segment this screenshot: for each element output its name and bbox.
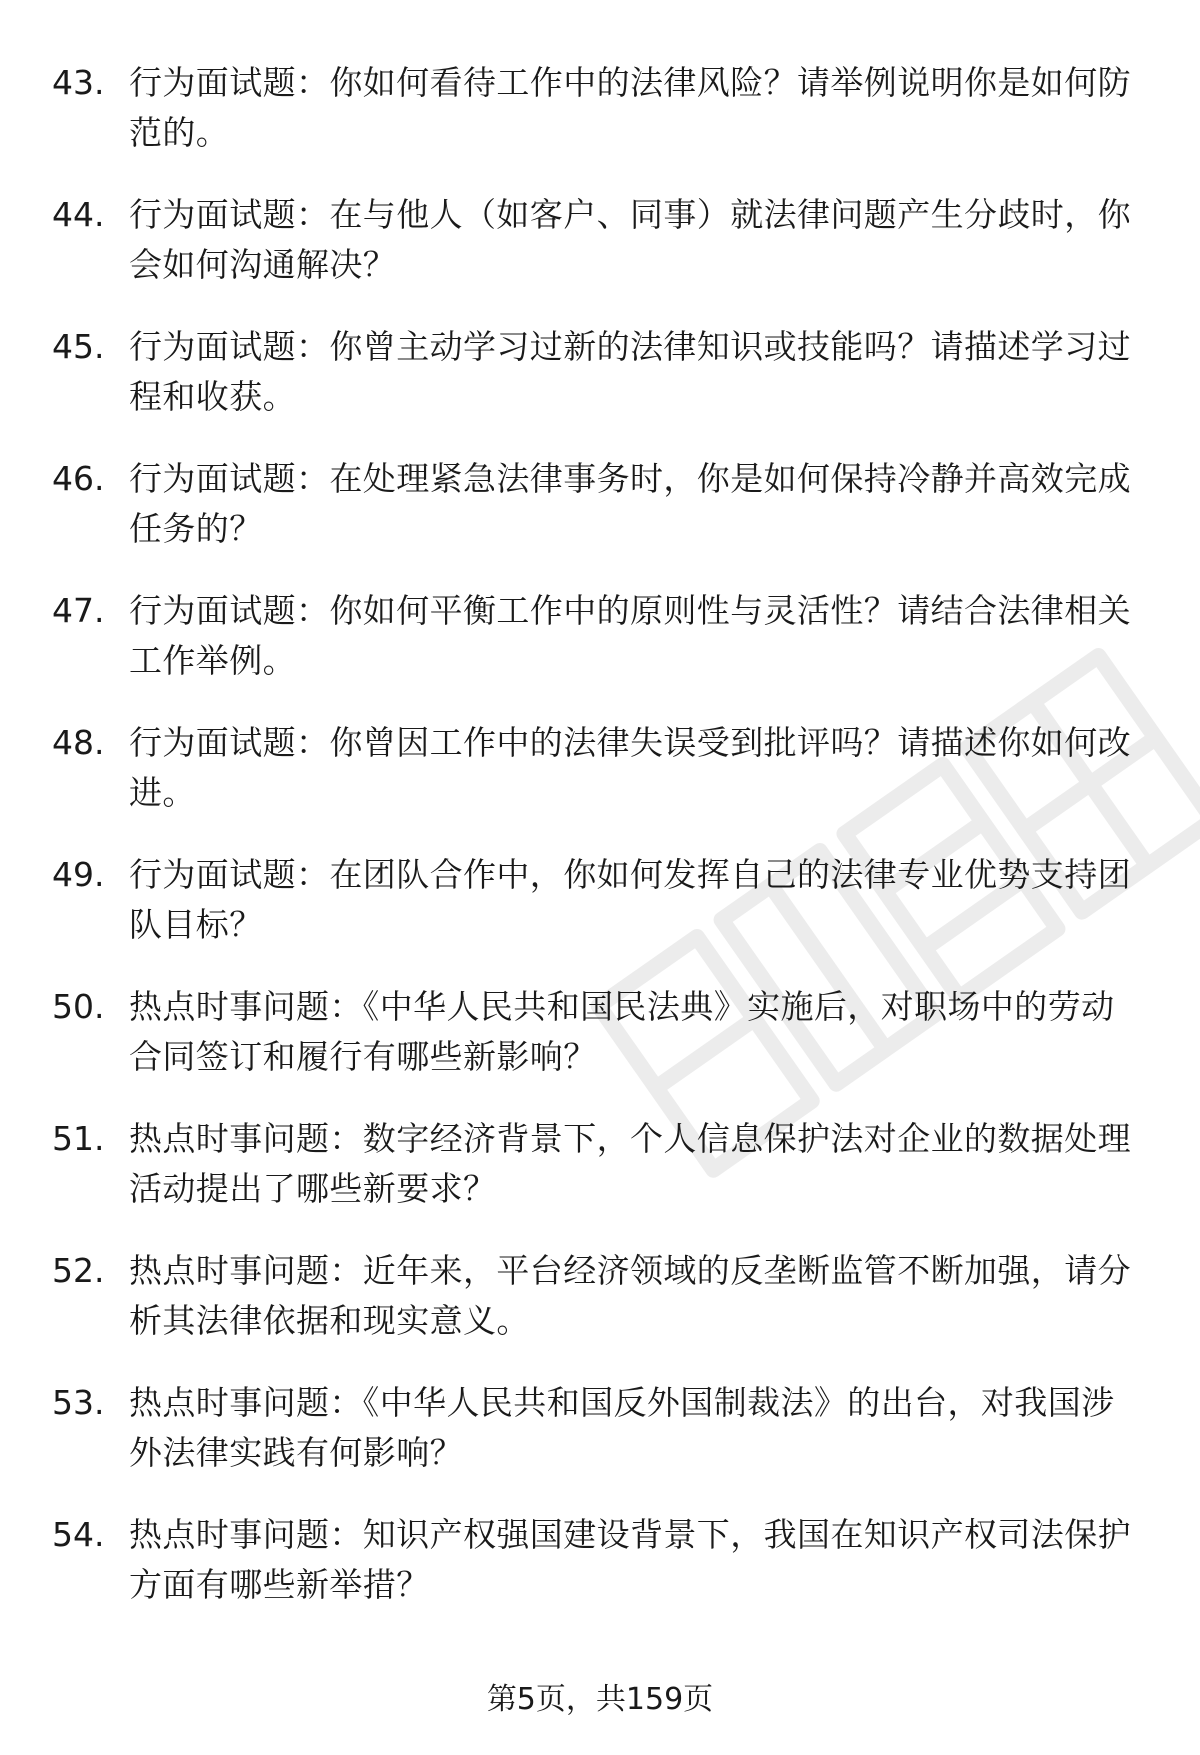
list-item [52, 58, 1152, 168]
question-number: 54. [52, 1515, 105, 1554]
question-text: 行为面试题：你曾主动学习过新的法律知识或技能吗？请描述学习过程和收获。 [129, 327, 1131, 416]
list-item [52, 1378, 1152, 1488]
question-text: 热点时事问题：《中华人民共和国反外国制裁法》的出台，对我国涉外法律实践有何影响？ [129, 1383, 1115, 1472]
page-number-label: 第5页，共159页 [486, 1682, 714, 1717]
question-text: 行为面试题：在与他人（如客户、同事）就法律问题产生分歧时，你会如何沟通解决？ [129, 195, 1131, 284]
question-number: 52. [52, 1251, 105, 1290]
question-text: 热点时事问题：知识产权强国建设背景下，我国在知识产权司法保护方面有哪些新举措？ [129, 1515, 1131, 1604]
question-text: 热点时事问题：近年来，平台经济领域的反垄断监管不断加强，请分析其法律依据和现实意义。 [129, 1251, 1131, 1340]
question-text: 热点时事问题：《中华人民共和国民法典》实施后，对职场中的劳动合同签订和履行有哪些新影响？ [129, 987, 1115, 1076]
question-text: 热点时事问题：数字经济背景下，个人信息保护法对企业的数据处理活动提出了哪些新要求？ [129, 1119, 1131, 1208]
list-item [52, 982, 1152, 1092]
question-list [52, 58, 1152, 1642]
question-number: 45. [52, 327, 105, 366]
list-item [52, 454, 1152, 564]
list-item [52, 718, 1152, 828]
list-item [52, 190, 1152, 300]
question-number: 53. [52, 1383, 105, 1422]
question-text: 行为面试题：在团队合作中，你如何发挥自己的法律专业优势支持团队目标？ [129, 855, 1131, 944]
page-footer [0, 1680, 1200, 1720]
list-item [52, 1246, 1152, 1356]
question-number: 46. [52, 459, 105, 498]
question-number: 51. [52, 1119, 105, 1158]
list-item [52, 850, 1152, 960]
question-number: 50. [52, 987, 105, 1026]
list-item [52, 1510, 1152, 1620]
question-text: 行为面试题：你如何平衡工作中的原则性与灵活性？请结合法律相关工作举例。 [129, 591, 1131, 680]
question-number: 48. [52, 723, 105, 762]
question-number: 47. [52, 591, 105, 630]
list-item [52, 586, 1152, 696]
question-text: 行为面试题：你如何看待工作中的法律风险？请举例说明你是如何防范的。 [129, 63, 1131, 152]
question-number: 44. [52, 195, 105, 234]
question-number: 49. [52, 855, 105, 894]
list-item [52, 322, 1152, 432]
question-text: 行为面试题：你曾因工作中的法律失误受到批评吗？请描述你如何改进。 [129, 723, 1131, 812]
question-text: 行为面试题：在处理紧急法律事务时，你是如何保持冷静并高效完成任务的？ [129, 459, 1131, 548]
list-item [52, 1114, 1152, 1224]
question-number: 43. [52, 63, 105, 102]
